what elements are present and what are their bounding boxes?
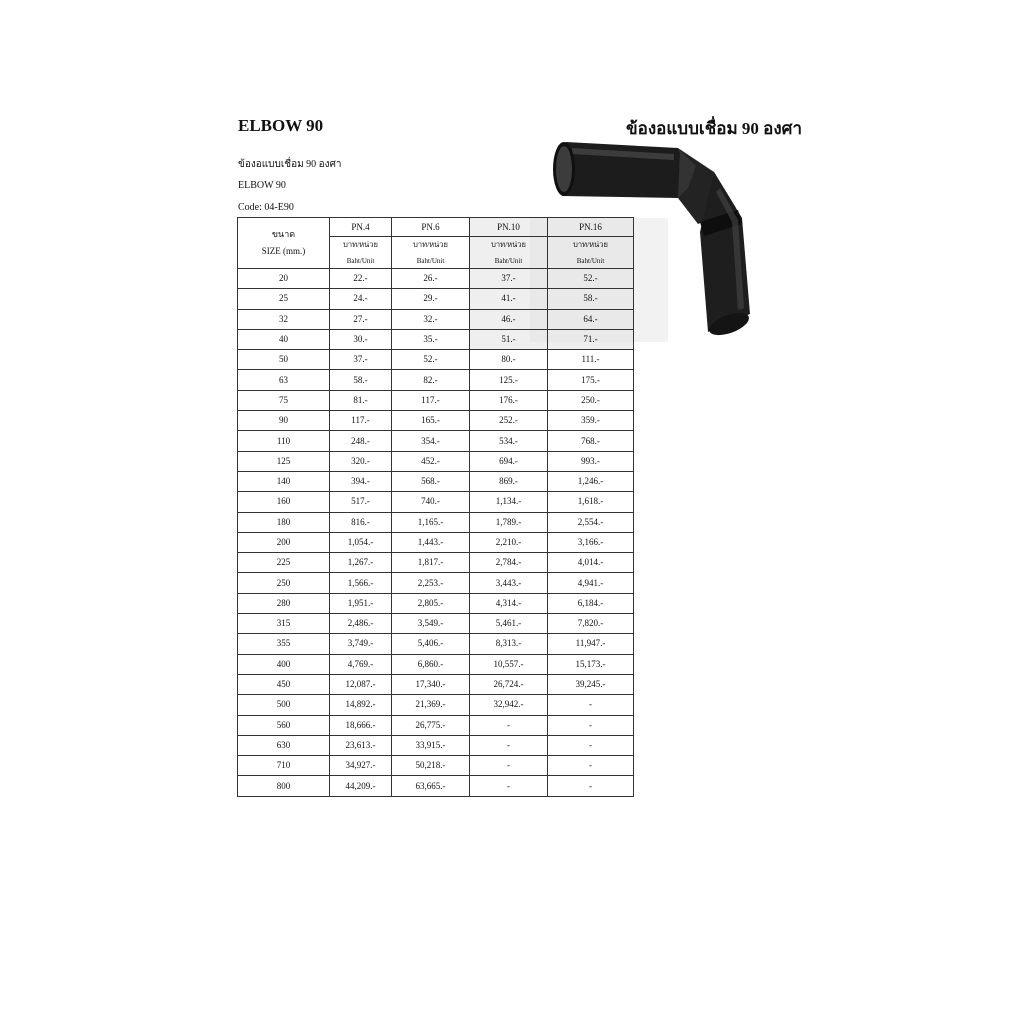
size-cell: 40 — [238, 329, 330, 349]
price-cell-pn10: 1,134.- — [470, 492, 548, 512]
unit-label-english: Baht/Unit — [548, 253, 634, 269]
size-label-thai: ขนาด — [271, 229, 296, 239]
price-cell-pn6: 63,665.- — [392, 776, 470, 796]
table-row — [238, 289, 634, 309]
table-row — [238, 553, 634, 573]
subtitle-thai: ข้องอแบบเชื่อม 90 องศา — [238, 159, 342, 170]
table-row — [238, 654, 634, 674]
price-cell-pn10: 51.- — [470, 329, 548, 349]
column-header-pn4: PN.4 — [330, 218, 392, 237]
size-cell: 710 — [238, 756, 330, 776]
price-cell-pn10: 2,210.- — [470, 532, 548, 552]
price-cell-pn16: 7,820.- — [548, 614, 634, 634]
price-cell-pn10: - — [470, 715, 548, 735]
price-cell-pn6: 2,253.- — [392, 573, 470, 593]
price-cell-pn4: 14,892.- — [330, 695, 392, 715]
price-cell-pn6: 17,340.- — [392, 674, 470, 694]
size-cell: 250 — [238, 573, 330, 593]
price-cell-pn6: 29.- — [392, 289, 470, 309]
price-cell-pn4: 248.- — [330, 431, 392, 451]
size-cell: 560 — [238, 715, 330, 735]
price-cell-pn6: 6,860.- — [392, 654, 470, 674]
price-cell-pn16: 1,246.- — [548, 471, 634, 491]
price-cell-pn4: 81.- — [330, 390, 392, 410]
size-header — [238, 218, 330, 269]
price-cell-pn10: - — [470, 776, 548, 796]
price-cell-pn16: 6,184.- — [548, 593, 634, 613]
price-cell-pn6: 33,915.- — [392, 735, 470, 755]
price-cell-pn16: 4,941.- — [548, 573, 634, 593]
price-cell-pn4: 4,769.- — [330, 654, 392, 674]
price-cell-pn10: 46.- — [470, 309, 548, 329]
page-title-th: ข้องอแบบเชื่อม 90 องศา — [626, 119, 802, 138]
price-cell-pn16: 3,166.- — [548, 532, 634, 552]
price-cell-pn4: 58.- — [330, 370, 392, 390]
price-cell-pn16: 111.- — [548, 350, 634, 370]
price-cell-pn6: 52.- — [392, 350, 470, 370]
table-row — [238, 370, 634, 390]
price-cell-pn6: 21,369.- — [392, 695, 470, 715]
table-row — [238, 573, 634, 593]
price-cell-pn16: 250.- — [548, 390, 634, 410]
table-row — [238, 532, 634, 552]
price-cell-pn16: 64.- — [548, 309, 634, 329]
column-header-pn6: PN.6 — [392, 218, 470, 237]
price-cell-pn4: 320.- — [330, 451, 392, 471]
price-cell-pn4: 1,267.- — [330, 553, 392, 573]
price-cell-pn16: 58.- — [548, 289, 634, 309]
unit-label-thai: บาท/หน่วย — [470, 237, 548, 254]
size-cell: 800 — [238, 776, 330, 796]
size-cell: 75 — [238, 390, 330, 410]
table-row — [238, 309, 634, 329]
price-cell-pn16: - — [548, 735, 634, 755]
price-cell-pn16: 359.- — [548, 411, 634, 431]
table-row — [238, 390, 634, 410]
price-table-body — [238, 269, 634, 797]
price-cell-pn10: 125.- — [470, 370, 548, 390]
subtitle-english: ELBOW 90 — [238, 180, 286, 191]
price-cell-pn6: 740.- — [392, 492, 470, 512]
price-cell-pn10: 3,443.- — [470, 573, 548, 593]
size-cell: 140 — [238, 471, 330, 491]
table-row — [238, 735, 634, 755]
price-cell-pn4: 30.- — [330, 329, 392, 349]
price-cell-pn16: 4,014.- — [548, 553, 634, 573]
price-cell-pn10: 1,789.- — [470, 512, 548, 532]
price-cell-pn16: 71.- — [548, 329, 634, 349]
size-cell: 315 — [238, 614, 330, 634]
size-cell: 110 — [238, 431, 330, 451]
price-cell-pn16: - — [548, 695, 634, 715]
unit-label-english: Baht/Unit — [330, 253, 392, 269]
table-row — [238, 471, 634, 491]
table-row — [238, 715, 634, 735]
size-cell: 500 — [238, 695, 330, 715]
price-cell-pn6: 35.- — [392, 329, 470, 349]
price-cell-pn10: 32,942.- — [470, 695, 548, 715]
price-cell-pn4: 3,749.- — [330, 634, 392, 654]
size-cell: 355 — [238, 634, 330, 654]
table-row — [238, 593, 634, 613]
price-cell-pn4: 1,566.- — [330, 573, 392, 593]
price-cell-pn10: 37.- — [470, 269, 548, 289]
price-cell-pn10: 41.- — [470, 289, 548, 309]
size-cell: 50 — [238, 350, 330, 370]
table-row — [238, 431, 634, 451]
price-cell-pn16: - — [548, 715, 634, 735]
price-cell-pn6: 452.- — [392, 451, 470, 471]
price-cell-pn16: 768.- — [548, 431, 634, 451]
table-row — [238, 451, 634, 471]
size-cell: 90 — [238, 411, 330, 431]
price-cell-pn10: 10,557.- — [470, 654, 548, 674]
price-cell-pn4: 37.- — [330, 350, 392, 370]
unit-label-english: Baht/Unit — [470, 253, 548, 269]
table-row — [238, 411, 634, 431]
product-code: Code: 04-E90 — [238, 202, 294, 213]
unit-label-english: Baht/Unit — [392, 253, 470, 269]
price-cell-pn4: 27.- — [330, 309, 392, 329]
price-cell-pn6: 165.- — [392, 411, 470, 431]
price-cell-pn16: 1,618.- — [548, 492, 634, 512]
price-cell-pn4: 34,927.- — [330, 756, 392, 776]
price-cell-pn10: 694.- — [470, 451, 548, 471]
price-cell-pn6: 1,165.- — [392, 512, 470, 532]
price-cell-pn16: 52.- — [548, 269, 634, 289]
price-cell-pn16: - — [548, 776, 634, 796]
price-cell-pn6: 1,443.- — [392, 532, 470, 552]
price-cell-pn16: - — [548, 756, 634, 776]
size-cell: 160 — [238, 492, 330, 512]
size-cell: 63 — [238, 370, 330, 390]
price-cell-pn4: 2,486.- — [330, 614, 392, 634]
table-row — [238, 756, 634, 776]
price-cell-pn10: - — [470, 756, 548, 776]
price-cell-pn6: 2,805.- — [392, 593, 470, 613]
price-cell-pn4: 1,054.- — [330, 532, 392, 552]
price-cell-pn10: 252.- — [470, 411, 548, 431]
price-cell-pn6: 26,775.- — [392, 715, 470, 735]
unit-label-thai: บาท/หน่วย — [392, 237, 470, 254]
price-cell-pn4: 24.- — [330, 289, 392, 309]
size-cell: 280 — [238, 593, 330, 613]
table-row — [238, 492, 634, 512]
table-row — [238, 695, 634, 715]
price-cell-pn16: 175.- — [548, 370, 634, 390]
price-cell-pn10: 5,461.- — [470, 614, 548, 634]
column-header-pn16: PN.16 — [548, 218, 634, 237]
size-cell: 200 — [238, 532, 330, 552]
table-row — [238, 512, 634, 532]
price-cell-pn6: 568.- — [392, 471, 470, 491]
column-header-pn10: PN.10 — [470, 218, 548, 237]
table-row — [238, 776, 634, 796]
price-cell-pn4: 23,613.- — [330, 735, 392, 755]
price-cell-pn16: 11,947.- — [548, 634, 634, 654]
price-cell-pn16: 2,554.- — [548, 512, 634, 532]
price-cell-pn10: 4,314.- — [470, 593, 548, 613]
price-cell-pn10: 869.- — [470, 471, 548, 491]
price-cell-pn6: 3,549.- — [392, 614, 470, 634]
unit-label-thai: บาท/หน่วย — [330, 237, 392, 254]
price-cell-pn10: 2,784.- — [470, 553, 548, 573]
price-cell-pn4: 12,087.- — [330, 674, 392, 694]
price-cell-pn4: 517.- — [330, 492, 392, 512]
price-cell-pn6: 82.- — [392, 370, 470, 390]
unit-label-thai: บาท/หน่วย — [548, 237, 634, 254]
price-cell-pn10: - — [470, 735, 548, 755]
price-cell-pn4: 18,666.- — [330, 715, 392, 735]
price-cell-pn4: 1,951.- — [330, 593, 392, 613]
price-cell-pn10: 80.- — [470, 350, 548, 370]
size-cell: 25 — [238, 289, 330, 309]
price-cell-pn10: 176.- — [470, 390, 548, 410]
price-cell-pn16: 993.- — [548, 451, 634, 471]
size-cell: 225 — [238, 553, 330, 573]
table-row — [238, 614, 634, 634]
size-label-english: SIZE (mm.) — [261, 246, 306, 256]
size-cell: 180 — [238, 512, 330, 532]
table-row — [238, 269, 634, 289]
size-cell: 125 — [238, 451, 330, 471]
table-row — [238, 329, 634, 349]
table-row — [238, 634, 634, 654]
page-title-en: ELBOW 90 — [238, 116, 324, 135]
price-cell-pn16: 15,173.- — [548, 654, 634, 674]
price-cell-pn6: 354.- — [392, 431, 470, 451]
table-row — [238, 350, 634, 370]
price-cell-pn10: 534.- — [470, 431, 548, 451]
price-cell-pn4: 22.- — [330, 269, 392, 289]
price-cell-pn6: 1,817.- — [392, 553, 470, 573]
price-cell-pn4: 816.- — [330, 512, 392, 532]
size-cell: 32 — [238, 309, 330, 329]
price-cell-pn16: 39,245.- — [548, 674, 634, 694]
size-cell: 20 — [238, 269, 330, 289]
size-cell: 450 — [238, 674, 330, 694]
price-cell-pn4: 44,209.- — [330, 776, 392, 796]
price-table — [237, 217, 634, 797]
price-cell-pn6: 117.- — [392, 390, 470, 410]
size-cell: 630 — [238, 735, 330, 755]
table-row — [238, 674, 634, 694]
price-cell-pn6: 26.- — [392, 269, 470, 289]
price-cell-pn6: 50,218.- — [392, 756, 470, 776]
price-cell-pn4: 394.- — [330, 471, 392, 491]
price-cell-pn10: 26,724.- — [470, 674, 548, 694]
price-cell-pn4: 117.- — [330, 411, 392, 431]
price-cell-pn6: 5,406.- — [392, 634, 470, 654]
price-cell-pn6: 32.- — [392, 309, 470, 329]
price-cell-pn10: 8,313.- — [470, 634, 548, 654]
size-cell: 400 — [238, 654, 330, 674]
